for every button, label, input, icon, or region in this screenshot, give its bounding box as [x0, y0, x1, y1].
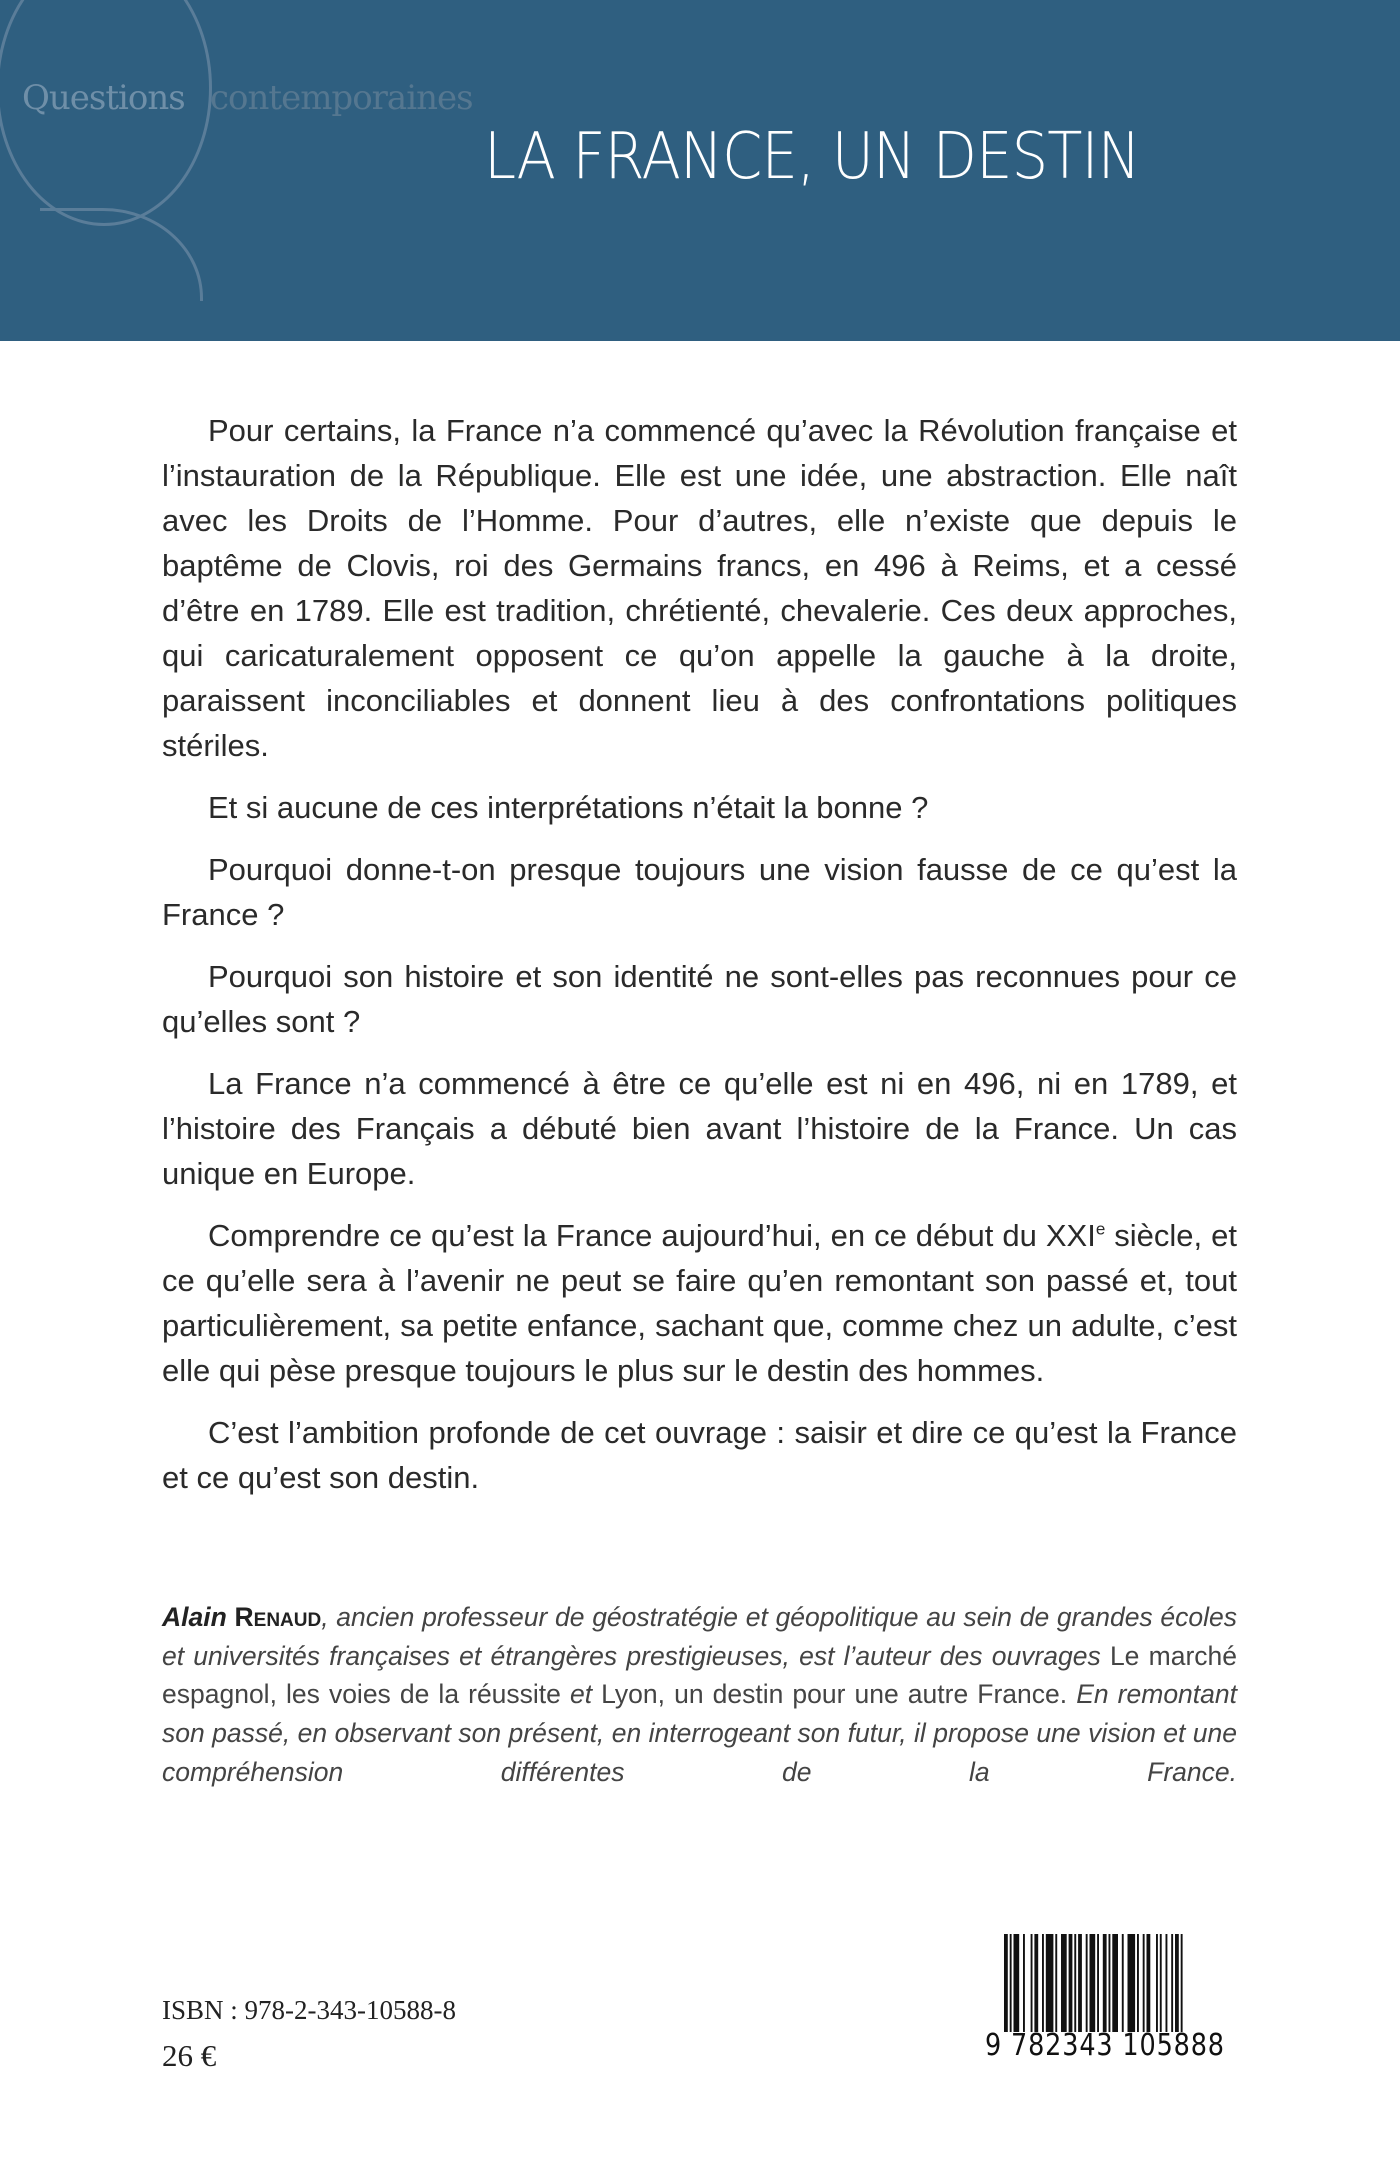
barcode-bar — [1061, 1934, 1067, 2032]
bio-text: , ancien professeur de géostratégie et géopolitique au sein de grandes écoles et universités françaises et étrangères prestigieuses, est l’auteur des ouvrages — [162, 1602, 1237, 1671]
barcode-bar — [1074, 1934, 1076, 2032]
barcode-bar — [1160, 1934, 1162, 2032]
barcode-bar — [1042, 1934, 1044, 2032]
book-title-1: Le marché espagnol, les voies de la réussite — [162, 1640, 1237, 1710]
series-name-questions: Questions — [22, 78, 185, 118]
barcode-bar — [1046, 1934, 1054, 2032]
barcode-bar — [1090, 1934, 1096, 2032]
blurb-paragraph: La France n’a commencé à être ce qu’elle est ni en 496, ni en 1789, et l’histoire des Français a débuté bien avant l’histoire de la France. Un cas unique en Europe. — [162, 1066, 1237, 1191]
author-bio — [162, 1598, 1237, 1792]
barcode-bar — [1103, 1934, 1107, 2032]
barcode-bar — [1004, 1934, 1008, 2032]
barcode-bar — [1010, 1934, 1012, 2032]
price: 26 € — [162, 2038, 217, 2073]
book-title: LA FRANCE, UN DESTIN — [484, 120, 1140, 194]
barcode-bar — [1023, 1934, 1025, 2032]
barcode-bar — [1031, 1934, 1033, 2032]
barcode-bar — [1122, 1934, 1124, 2032]
barcode-bar — [1171, 1934, 1173, 2032]
isbn: ISBN : 978-2-343-10588-8 — [162, 1995, 456, 2025]
blurb — [162, 408, 1237, 1517]
barcode-bar — [1175, 1934, 1179, 2032]
text: siècle, et ce qu’elle sera à l’avenir ne peut se faire qu’en remontant son passé et, tout particulièrement, sa petite enfance, sachant que, comme chez un adulte, c’est elle qui pèse presque toujours le plus sur le destin des hommes. — [162, 1218, 1238, 1388]
barcode-bar — [1078, 1934, 1082, 2032]
barcode-bar — [1109, 1934, 1111, 2032]
author-first-name: Alain — [162, 1602, 227, 1632]
barcode-bar — [1156, 1934, 1158, 2032]
barcode-bar — [1128, 1934, 1136, 2032]
barcode-bar — [1069, 1934, 1073, 2032]
bio-text: et — [569, 1679, 593, 1710]
bio-text: En remontant son passé, en observant son présent, en interrogeant son futur, il propose une vision et une compréhension différentes de la France. — [162, 1679, 1237, 1787]
barcode-bar — [1166, 1934, 1168, 2032]
blurb-paragraph-century — [162, 1213, 1237, 1393]
barcode-bar — [1143, 1934, 1145, 2032]
barcode-bar — [1097, 1934, 1099, 2032]
book-title-2: Lyon, un destin pour une autre France. — [592, 1679, 1068, 1710]
barcode-bar — [1014, 1934, 1020, 2032]
blurb-paragraph: Pour certains, la France n’a commencé qu’avec la Révolution française et l’instauration de la République. Elle est une idée, une abstraction. Elle naît avec les Droits de l’Homme. Pour d’autres, elle n’existe que depuis le baptême de Clovis, roi des Germains francs, en 496 à Reims, et a cessé d’être en 1789. Elle est tradition, chrétienté, chevalerie. Ces deux approches, qui caricaturalement opposent ce qu’on appelle la gauche à la droite, paraissent inconciliables et donnent lieu à des confrontations politiques stériles. — [162, 413, 1237, 763]
barcode-bar — [1086, 1934, 1088, 2032]
barcode-bar — [1055, 1934, 1057, 2032]
barcode-bar — [1034, 1934, 1038, 2032]
barcode-bar — [1112, 1934, 1118, 2032]
blurb-paragraph: Pourquoi son histoire et son identité ne sont-elles pas reconnues pour ce qu’elles sont ? — [162, 959, 1237, 1039]
blurb-paragraph: C’est l’ambition profonde de cet ouvrage : saisir et dire ce qu’est la France et ce qu’est son destin. — [162, 1415, 1237, 1495]
cover-header — [0, 0, 1400, 341]
barcode-bar — [1137, 1934, 1139, 2032]
text: Comprendre ce qu’est la France aujourd’hui, en ce début du XXI — [208, 1218, 1096, 1253]
blurb-paragraph: Pourquoi donne-t-on presque toujours une vision fausse de ce qu’est la France ? — [162, 852, 1237, 932]
barcode-bar — [1181, 1934, 1183, 2032]
author-last-name: Renaud — [234, 1602, 322, 1632]
superscript: e — [1095, 1219, 1106, 1239]
series-name-contemporaines: contemporaines — [210, 78, 473, 118]
barcode-digits: 9 782343 105888 — [985, 2028, 1225, 2063]
series-q-logo-tail — [40, 208, 203, 301]
blurb-paragraph: Et si aucune de ces interprétations n’était la bonne ? — [208, 790, 929, 825]
barcode-bar — [1147, 1934, 1151, 2032]
barcode-icon — [1000, 1934, 1240, 2032]
